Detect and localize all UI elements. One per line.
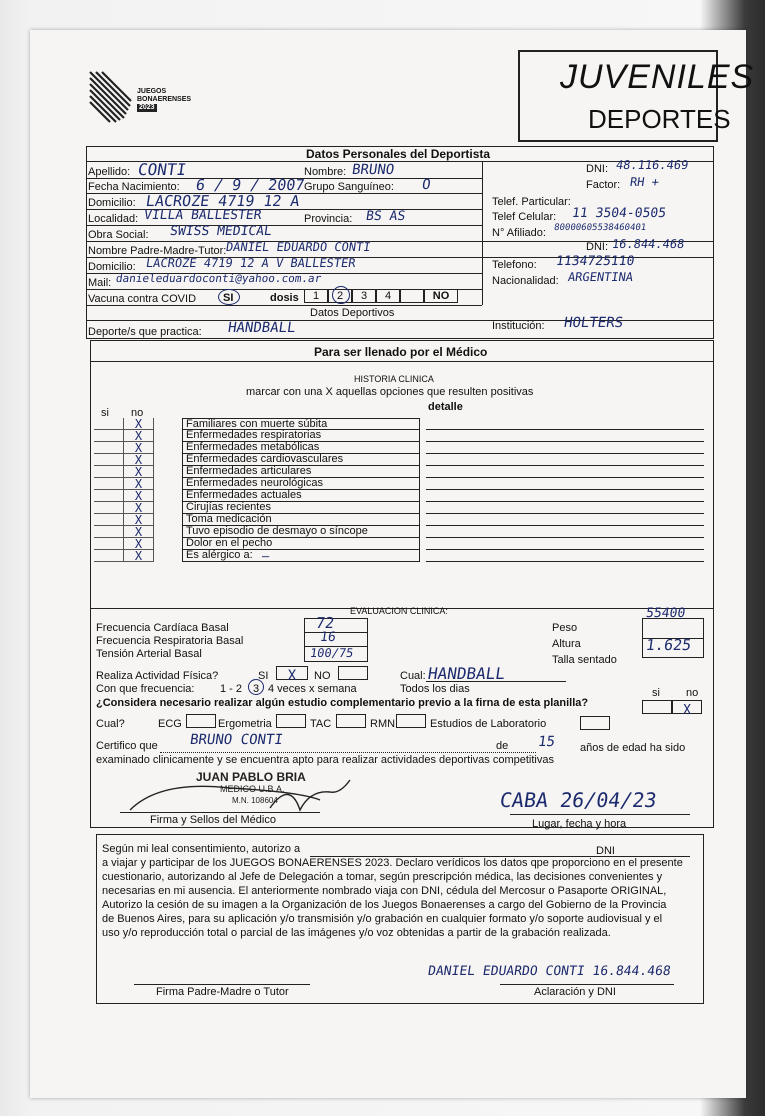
dni-value[interactable]: 48.116.469 (615, 158, 690, 172)
afiliado-value[interactable]: 80000605538460401 (553, 223, 647, 233)
provincia-value[interactable]: BS AS (364, 209, 407, 224)
tutor-label: Nombre Padre-Madre-Tutor: (88, 245, 227, 257)
stamp-line2: MEDICO U.B.A. (220, 784, 285, 794)
evaluacion-title: EVALUACION CLINICA: (350, 606, 448, 616)
nombre-value[interactable]: BRUNO (350, 162, 396, 178)
firma-medico-label: Firma y Sellos del Médico (150, 814, 276, 826)
laboratorio-checkbox[interactable] (580, 716, 610, 730)
tutor-dom-value[interactable]: LACROZE 4719 12 A V BALLESTER (145, 256, 357, 270)
consent-line2: a viajar y participar de los JUEGOS BONAERENSES 2023. Declaro verídicos los datos qpe proporciono en el presente (102, 857, 683, 869)
item-si-box[interactable] (94, 514, 124, 526)
historia-instr: marcar con una X aquellas opciones que resulten positivas (246, 386, 534, 398)
rmn-label: RMN (370, 718, 396, 730)
ta-value[interactable]: 100/75 (309, 646, 355, 660)
consent-line1: Según mi leal consentimiento, autorizo a (102, 843, 301, 855)
item-detail-line[interactable] (426, 454, 704, 466)
item-si-box[interactable] (94, 538, 124, 550)
peso-label: Peso (552, 622, 578, 634)
item-detail-line[interactable] (426, 502, 704, 514)
considera-label: ¿Considera necesario realizar algún estudio complementario previo a la firna de esta planilla? (96, 697, 589, 709)
rmn-checkbox[interactable] (396, 714, 426, 728)
act-no-label: NO (314, 670, 331, 682)
actividad-label: Realiza Actividad Física? (96, 670, 219, 682)
de-label: de (496, 740, 509, 752)
item-no-box[interactable]: X (124, 538, 154, 550)
item-label: Enfermedades respiratorias (182, 430, 420, 442)
dosis-2[interactable]: 2 (328, 289, 352, 303)
fc-value[interactable]: 72 (314, 614, 336, 632)
apellido-label: Apellido: (88, 166, 131, 178)
item-detail-line[interactable] (426, 466, 704, 478)
stamp-name: JUAN PABLO BRIA (196, 770, 306, 784)
item-si-box[interactable] (94, 442, 124, 454)
deportivos-title: Datos Deportivos (310, 307, 395, 319)
localidad-label: Localidad: (88, 213, 139, 225)
item-label: Enfermedades neurológicas (182, 478, 420, 490)
tutor-dni-value[interactable]: 16.844.468 (611, 237, 686, 251)
domicilio-value[interactable]: LACROZE 4719 12 A (144, 192, 301, 210)
mail-value[interactable]: danieleduardoconti@yahoo.com.ar (115, 272, 323, 285)
cual-value[interactable]: HANDBALL (426, 664, 507, 683)
consent-line3: cuestionario, autorizando al Jefe de Delegación a tomar, según prescripción médica, las decisiones convenientes y (102, 871, 663, 883)
altura-value[interactable]: 1.625 (644, 636, 693, 654)
obra-value[interactable]: SWISS MEDICAL (168, 224, 273, 239)
vacuna-label: Vacuna contra COVID (88, 293, 197, 305)
ergometria-label: Ergometria (218, 718, 272, 730)
tutor-value[interactable]: DANIEL EDUARDO CONTI (225, 240, 372, 254)
item-detail-line[interactable] (426, 418, 704, 430)
ta-label: Tensión Arterial Basal (96, 648, 202, 660)
item-label: Enfermedades actuales (182, 490, 420, 502)
item-label: Toma medicación (182, 514, 420, 526)
item-si-box[interactable] (94, 430, 124, 442)
institucion-label: Institución: (492, 320, 545, 332)
dosis-4[interactable]: 4 (376, 289, 400, 303)
tac-checkbox[interactable] (336, 714, 366, 728)
deporte-label: Deporte/s que practica: (88, 326, 202, 338)
dosis-circle-mark (332, 286, 350, 304)
logo-line1: JUEGOS (137, 88, 167, 95)
item-no-box[interactable]: X (124, 478, 154, 490)
aclaracion-label: Aclaración y DNI (534, 986, 616, 998)
item-detail-line[interactable] (426, 442, 704, 454)
anos-label: años de edad ha sido (580, 742, 686, 754)
logo-line2: BONAERENSES (137, 96, 192, 103)
dosis-1[interactable]: 1 (304, 289, 328, 303)
examinado-text: examinado clinicamente y se encuentra apto para realizar actividades deportivas competitivas (96, 754, 554, 766)
item-no-box[interactable]: X (124, 526, 154, 538)
item-detail-line[interactable] (426, 490, 704, 502)
logo-year: 2023 (139, 104, 155, 111)
tutor-dom-label: Domicilio: (88, 261, 136, 273)
frec-text-a: 1 - 2 (220, 683, 243, 695)
act-si-label: SI (258, 670, 269, 682)
item-detail-line[interactable] (426, 478, 704, 490)
cual2-label: Cual? (96, 718, 125, 730)
item-si-box[interactable] (94, 454, 124, 466)
item-si-box[interactable] (94, 466, 124, 478)
institucion-value[interactable]: HOLTERS (562, 315, 625, 331)
item-label: Enfermedades metabólicas (182, 442, 420, 454)
frecuencia-label: Con que frecuencia: (96, 683, 195, 695)
item-label: Familiares con muerte súbita (182, 418, 420, 430)
title-sub: DEPORTES (588, 104, 731, 134)
item-label: Enfermedades articulares (182, 466, 420, 478)
cons-no-label: no (686, 687, 699, 699)
firma-tutor-label: Firma Padre-Madre o Tutor (156, 986, 289, 998)
cual-label: Cual: (400, 670, 426, 682)
item-si-box[interactable] (94, 418, 124, 430)
fr-value[interactable]: 16 (318, 630, 337, 645)
factor-label: Factor: (586, 179, 621, 191)
item-detail-line[interactable] (426, 514, 704, 526)
item-label: Tuvo episodio de desmayo o síncope (182, 526, 420, 538)
col-detalle: detalle (428, 401, 463, 413)
lugar-fecha-label: Lugar, fecha y hora (532, 818, 627, 830)
personal-title: Datos Personales del Deportista (306, 147, 491, 161)
lugar-fecha-value[interactable]: CABA 26/04/23 (498, 788, 659, 812)
item-detail-line[interactable] (426, 550, 704, 562)
telef-part-label: Telef. Particular: (492, 196, 571, 208)
domicilio-label: Domicilio: (88, 197, 136, 209)
consent-dni-label: DNI (596, 845, 615, 857)
tac-label: TAC (310, 718, 332, 730)
act-si-checkbox[interactable]: X (276, 666, 308, 680)
talla-label: Talla sentado (552, 654, 617, 666)
item-si-box[interactable] (94, 490, 124, 502)
item-no-box[interactable]: X (124, 490, 154, 502)
altura-label: Altura (552, 638, 581, 650)
vacuna-no[interactable]: NO (424, 289, 458, 303)
col-no: no (131, 407, 144, 419)
item-label: Dolor en el pecho (182, 538, 420, 550)
grupo-value[interactable]: O (420, 177, 432, 193)
item-label: Cirujías recientes (182, 502, 420, 514)
consent-line6: de Buenos Aires, para su aplicación y/o transmisión y/o grabación en cualquier formato y/o soporte audiovisual y el (102, 913, 663, 925)
peso-value[interactable]: 55400 (644, 606, 687, 621)
ecg-checkbox[interactable] (186, 714, 216, 728)
grupo-label: Grupo Sanguíneo: (304, 181, 394, 193)
item-no-box[interactable]: X (124, 454, 154, 466)
item-no-box[interactable]: X (124, 442, 154, 454)
provincia-label: Provincia: (304, 213, 353, 225)
certifico-value[interactable]: BRUNO CONTI (188, 732, 284, 748)
apellido-value[interactable]: CONTI (136, 160, 188, 179)
cons-no-checkbox[interactable]: X (672, 700, 702, 714)
consent-line4: necesarias en mi ausencia. El anteriormente nombrado viaja con DNI, cédula del Mercosur o Pasaporte ORIGINAL, (102, 885, 667, 897)
fc-label: Frecuencia Cardíaca Basal (96, 622, 229, 634)
consent-line7: uso y/o reproducción total o parcial de las imágenes y/o voz obtenidas a partir de la grabación realizada. (102, 927, 611, 939)
laboratorio-label: Estudios de Laboratorio (430, 718, 547, 730)
logo-stripes-icon (88, 66, 132, 126)
deporte-value[interactable]: HANDBALL (226, 320, 297, 336)
edad-value[interactable]: 15 (536, 734, 556, 750)
dni-label: DNI: (586, 163, 608, 175)
localidad-value[interactable]: VILLA BALLESTER (142, 208, 263, 223)
cons-si-label: si (652, 687, 660, 699)
item-si-box[interactable] (94, 526, 124, 538)
fr-label: Frecuencia Respiratoria Basal (96, 635, 244, 647)
item-no-box[interactable]: X (124, 502, 154, 514)
telefono-value[interactable]: 1134725110 (554, 254, 636, 269)
frec-circled[interactable]: 3 (253, 683, 260, 695)
dosis-label: dosis (270, 292, 299, 304)
act-no-checkbox[interactable] (338, 666, 368, 680)
alergico-value[interactable]: — (261, 549, 271, 563)
title-main: JUVENILES (560, 58, 755, 96)
certifico-label: Certifico que (96, 740, 158, 752)
logo-text (137, 88, 191, 112)
item-label: Es alérgico a: (182, 550, 420, 562)
vacuna-si[interactable]: SI (223, 292, 234, 304)
telef-cel-label: Telef Celular: (492, 211, 557, 223)
frec-text-b: 4 veces x semana (268, 683, 357, 695)
stamp-line3: M.N. 108604 (232, 796, 278, 805)
fecha-label: Fecha Nacimiento: (88, 181, 180, 193)
item-no-box[interactable]: X (124, 418, 154, 430)
aclaracion-value[interactable]: DANIEL EDUARDO CONTI 16.844.468 (426, 964, 672, 979)
item-no-box[interactable]: X (124, 430, 154, 442)
telefono-label: Telefono: (492, 259, 537, 271)
item-si-box[interactable] (94, 478, 124, 490)
nombre-label: Nombre: (304, 166, 347, 178)
medico-title: Para ser llenado por el Médico (314, 345, 488, 359)
item-detail-line[interactable] (426, 430, 704, 442)
item-si-box[interactable] (94, 550, 124, 562)
tutor-dni-label: DNI: (586, 241, 608, 253)
obra-label: Obra Social: (88, 229, 149, 241)
item-no-box[interactable]: X (124, 514, 154, 526)
ecg-label: ECG (158, 718, 182, 730)
item-si-box[interactable] (94, 502, 124, 514)
fecha-value[interactable]: 6 / 9 / 2007 (194, 176, 306, 194)
cons-si-checkbox[interactable] (642, 700, 672, 714)
dosis-3[interactable]: 3 (352, 289, 376, 303)
item-no-box[interactable]: X (124, 550, 154, 562)
item-detail-line[interactable] (426, 538, 704, 550)
factor-value[interactable]: RH + (629, 175, 660, 189)
item-detail-line[interactable] (426, 526, 704, 538)
nacionalidad-value[interactable]: ARGENTINA (567, 270, 635, 284)
nacionalidad-label: Nacionalidad: (492, 275, 559, 287)
consent-line5: Autorizo la cesión de su imagen a la Organización de los Juegos Bonaerenses a cargo del Gobierno de la Provincia (102, 899, 667, 911)
ergometria-checkbox[interactable] (276, 714, 306, 728)
todos-dias: Todos los dias (400, 683, 470, 695)
col-si: si (101, 407, 109, 419)
historia-title: HISTORIA CLINICA (354, 374, 434, 384)
telef-cel-value[interactable]: 11 3504-0505 (570, 206, 667, 221)
item-no-box[interactable]: X (124, 466, 154, 478)
afiliado-label: N° Afiliado: (492, 227, 546, 239)
item-label: Enfermedades cardiovasculares (182, 454, 420, 466)
mail-label: Mail: (88, 277, 112, 289)
